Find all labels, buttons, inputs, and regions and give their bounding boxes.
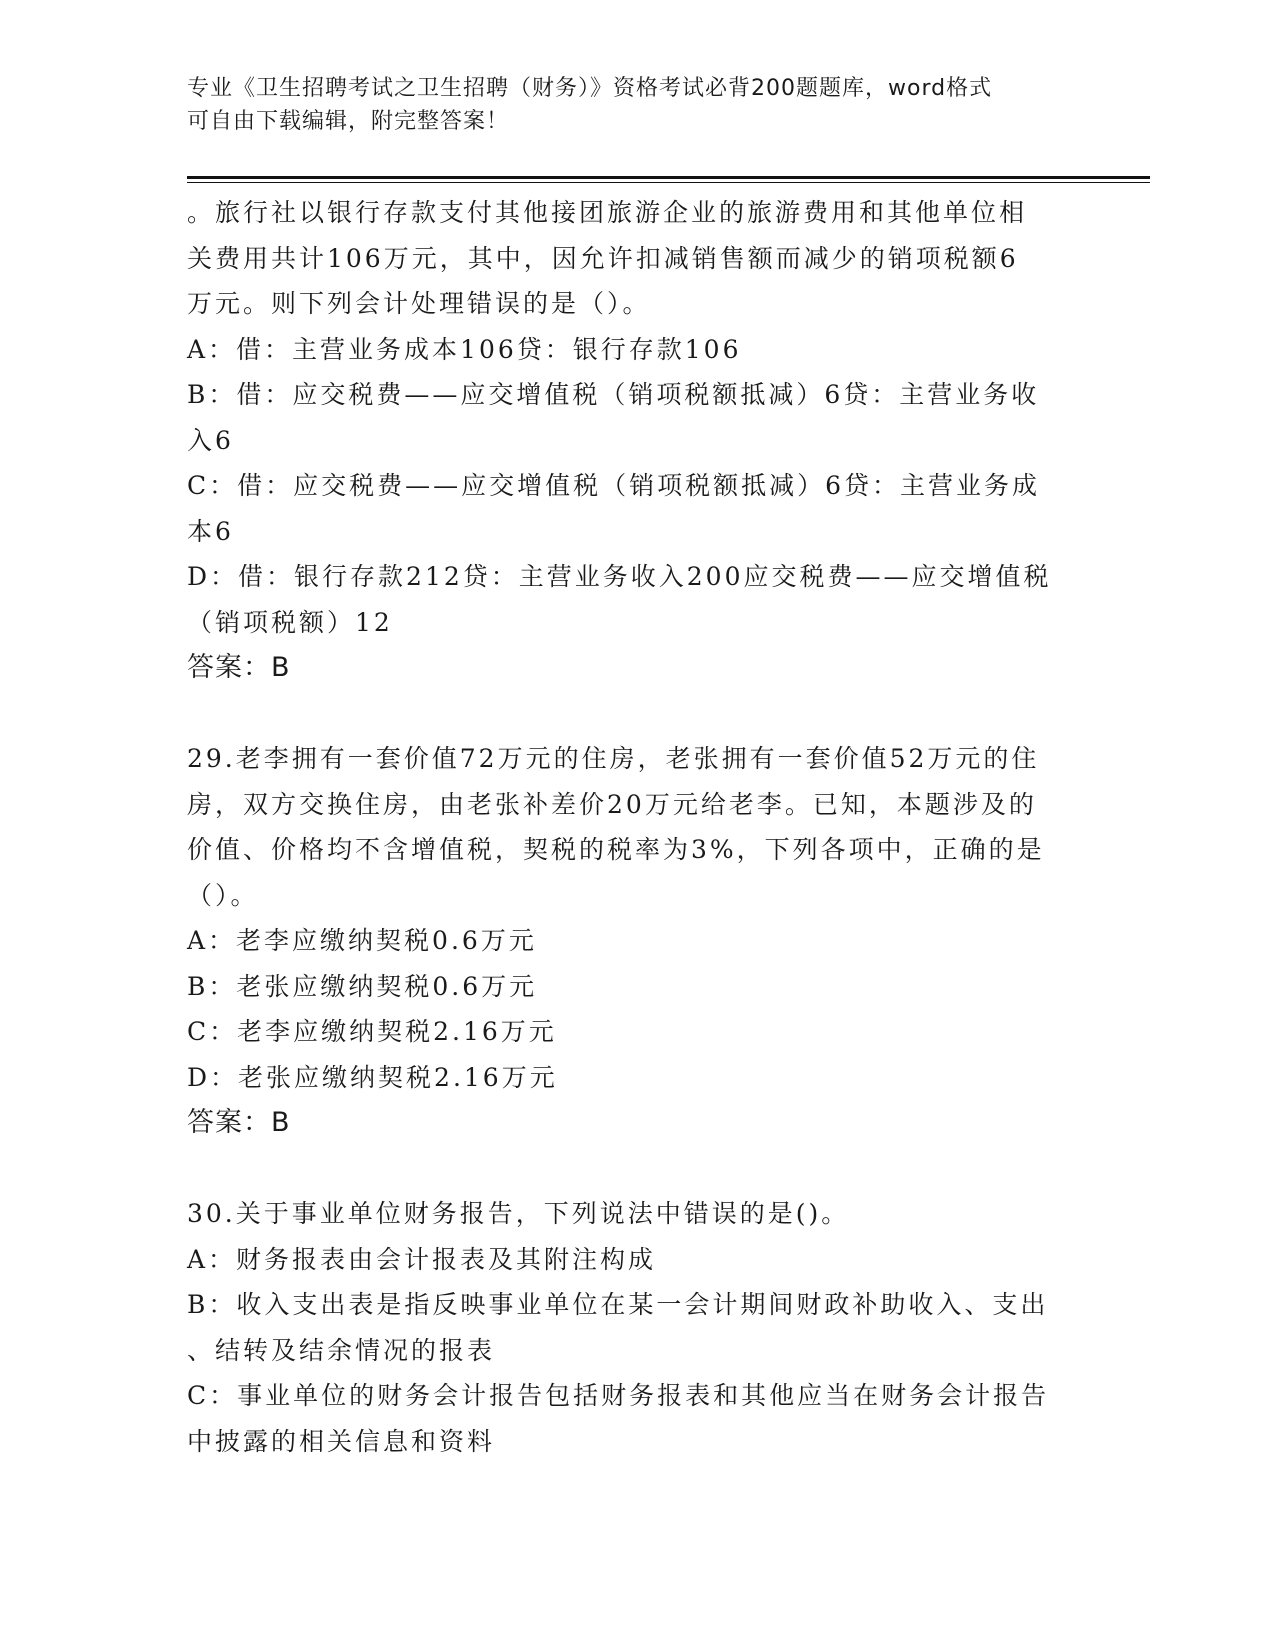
option-d-cont: （销项税额）12 bbox=[187, 607, 393, 637]
option-c-cont: 中披露的相关信息和资料 bbox=[187, 1426, 496, 1456]
option-c: C：借：应交税费——应交增值税（销项税额抵减）6贷：主营业务成 bbox=[187, 471, 1041, 500]
question-stem-line: 价值、价格均不含增值税，契税的税率为3%，下列各项中，正确的是 bbox=[187, 835, 1045, 864]
header-line-2: 可自由下载编辑，附完整答案！ bbox=[187, 109, 510, 134]
option-a: A：财务报表由会计报表及其附注构成 bbox=[187, 1244, 657, 1274]
option-c: C：老李应缴纳契税2.16万元 bbox=[187, 1017, 557, 1046]
document-header bbox=[187, 72, 1067, 138]
option-b: B：借：应交税费——应交增值税（销项税额抵减）6贷：主营业务收 bbox=[187, 380, 1040, 409]
answer-line: 答案：B bbox=[187, 1107, 291, 1138]
header-line-1: 专业《卫生招聘考试之卫生招聘（财务）》资格考试必背200题题库，word格式 bbox=[187, 76, 993, 101]
question-stem-line: 29.老李拥有一套价值72万元的住房，老张拥有一套价值52万元的住 bbox=[187, 744, 1040, 773]
answer-line: 答案：B bbox=[187, 652, 291, 683]
option-d: D：借：银行存款212贷：主营业务收入200应交税费——应交增值税 bbox=[187, 562, 1052, 591]
option-c-cont: 本6 bbox=[187, 516, 234, 546]
question-stem-line: 。旅行社以银行存款支付其他接团旅游企业的旅游费用和其他单位相 bbox=[187, 198, 1028, 227]
option-b: B：收入支出表是指反映事业单位在某一会计期间财政补助收入、支出 bbox=[187, 1290, 1049, 1319]
option-b: B：老张应缴纳契税0.6万元 bbox=[187, 971, 538, 1001]
question-stem-line: 关费用共计106万元，其中，因允许扣减销售额而减少的销项税额6 bbox=[187, 243, 1019, 273]
question-28 bbox=[187, 190, 1087, 691]
option-b-cont: 入6 bbox=[187, 425, 234, 455]
question-29 bbox=[187, 736, 1087, 1146]
document-body bbox=[187, 190, 1087, 1464]
question-stem-line: 万元。则下列会计处理错误的是（）。 bbox=[187, 289, 651, 318]
header-rule-thick bbox=[187, 176, 1150, 179]
option-a: A：老李应缴纳契税0.6万元 bbox=[187, 926, 537, 955]
question-30 bbox=[187, 1191, 1087, 1464]
header-rule-thin bbox=[187, 182, 1150, 183]
option-c: C：事业单位的财务会计报告包括财务报表和其他应当在财务会计报告 bbox=[187, 1381, 1050, 1410]
spacer bbox=[187, 1146, 1087, 1192]
option-b-cont: 、结转及结余情况的报表 bbox=[187, 1335, 496, 1365]
spacer bbox=[187, 691, 1087, 737]
option-d: D：老张应缴纳契税2.16万元 bbox=[187, 1062, 558, 1092]
option-a: A：借：主营业务成本106贷：银行存款106 bbox=[187, 334, 742, 364]
question-stem-line: （）。 bbox=[187, 880, 259, 910]
question-stem-line: 房，双方交换住房，由老张补差价20万元给老李。已知，本题涉及的 bbox=[187, 789, 1037, 819]
question-stem-line: 30.关于事业单位财务报告，下列说法中错误的是()。 bbox=[187, 1199, 850, 1228]
